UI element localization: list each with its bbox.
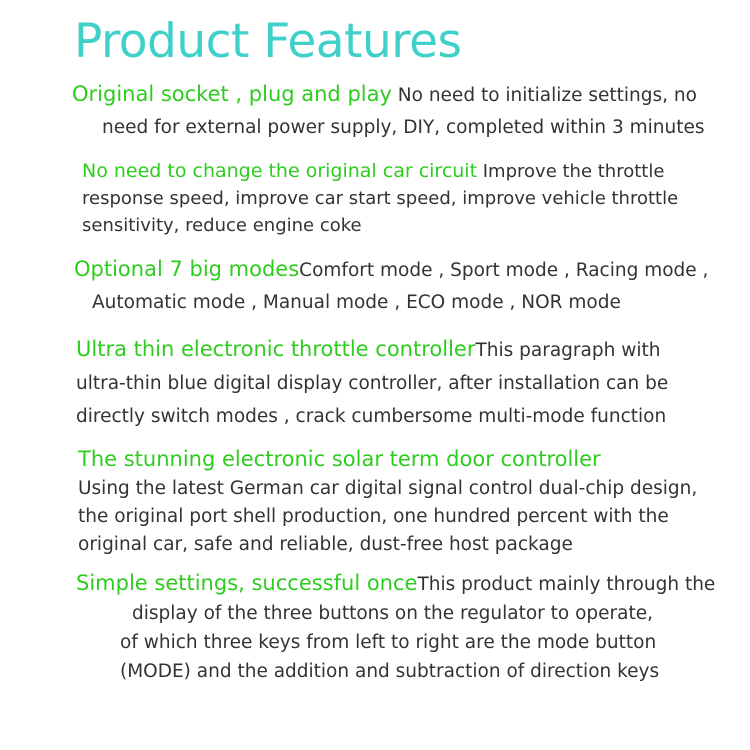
feature-3-body-line-2: Automatic mode , Manual mode , ECO mode , NOR mode [92, 292, 621, 313]
feature-2-body-line-1: Improve the throttle [477, 161, 665, 182]
feature-5-body-line-2: the original port shell production, one hundred percent with the [78, 506, 669, 527]
feature-4-heading: Ultra thin electronic throttle controller [76, 337, 476, 361]
feature-item-5 [78, 445, 732, 559]
feature-1-body-line-2: need for external power supply, DIY, completed within 3 minutes [102, 117, 705, 138]
feature-item-1 [72, 78, 732, 144]
feature-item-4 [76, 333, 732, 433]
feature-6-body-line-3: of which three keys from left to right are the mode button [120, 632, 657, 653]
feature-5-body-line-1: Using the latest German car digital signal control dual-chip design, [78, 478, 698, 499]
feature-6-body-line-4: (MODE) and the addition and subtraction of direction keys [120, 661, 660, 682]
feature-item-3 [74, 253, 732, 319]
feature-3-body-line-1: Comfort mode , Sport mode , Racing mode , [299, 260, 709, 281]
feature-2-body-line-2: response speed, improve car start speed, improve vehicle throttle [82, 188, 679, 209]
feature-4-body-line-1: This paragraph with [475, 340, 661, 361]
feature-2-body-line-3: sensitivity, reduce engine coke [82, 215, 362, 236]
feature-6-body-line-2: display of the three buttons on the regulator to operate, [132, 603, 653, 624]
feature-1-body-line-1: No need to initialize settings, no [391, 85, 697, 106]
feature-4-body-line-3: directly switch modes , crack cumbersome multi-mode function [76, 406, 667, 427]
feature-3-heading: Optional 7 big modes [74, 257, 300, 281]
feature-4-body-line-2: ultra-thin blue digital display controller, after installation can be [76, 373, 669, 394]
feature-1-heading: Original socket , plug and play [72, 82, 392, 106]
feature-6-body-line-1: This product mainly through the [417, 574, 716, 595]
feature-item-6 [76, 569, 732, 686]
feature-5-heading: The stunning electronic solar term door controller [78, 447, 601, 471]
feature-6-heading: Simple settings, successful once [76, 571, 418, 595]
feature-item-2 [82, 158, 732, 239]
feature-2-heading: No need to change the original car circuit [82, 160, 478, 182]
feature-5-body-line-3: original car, safe and reliable, dust-free host package [78, 534, 573, 555]
page-title: Product Features [74, 14, 462, 69]
